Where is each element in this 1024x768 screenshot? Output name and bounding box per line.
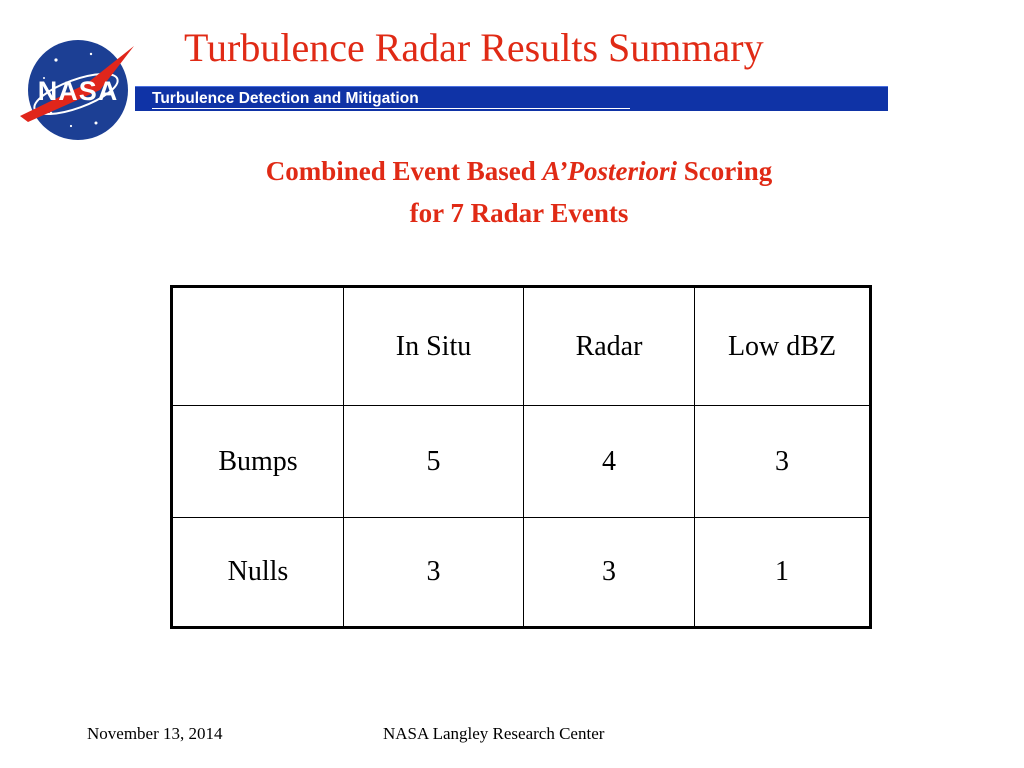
header-banner bbox=[135, 86, 888, 111]
table-row bbox=[172, 518, 871, 628]
table-cell: 3 bbox=[344, 518, 524, 628]
table-cell: 4 bbox=[524, 406, 695, 518]
banner-label: Turbulence Detection and Mitigation bbox=[152, 90, 419, 107]
table-corner-cell bbox=[172, 287, 344, 406]
nasa-logo-icon bbox=[16, 38, 136, 142]
subtitle-prefix: Combined Event Based bbox=[265, 156, 543, 186]
table-cell: 5 bbox=[344, 406, 524, 518]
table-header-row bbox=[172, 287, 871, 406]
row-label-bumps: Bumps bbox=[172, 406, 344, 518]
subtitle-line-1 bbox=[0, 156, 1024, 187]
banner-underline bbox=[152, 108, 630, 109]
nasa-logo-text: NASA bbox=[37, 76, 119, 106]
column-header-low-dbz: Low dBZ bbox=[695, 287, 871, 406]
table-row bbox=[172, 406, 871, 518]
column-header-radar: Radar bbox=[524, 287, 695, 406]
row-label-nulls: Nulls bbox=[172, 518, 344, 628]
footer-date: November 13, 2014 bbox=[87, 724, 223, 743]
table-cell: 3 bbox=[524, 518, 695, 628]
footer-organization: NASA Langley Research Center bbox=[383, 724, 605, 743]
column-header-in-situ: In Situ bbox=[344, 287, 524, 406]
table-cell: 1 bbox=[695, 518, 871, 628]
subtitle-suffix: Scoring bbox=[677, 156, 773, 186]
scoring-table bbox=[170, 285, 872, 629]
subtitle-italic: A’Posteriori bbox=[542, 156, 678, 186]
table-cell: 3 bbox=[695, 406, 871, 518]
page-title: Turbulence Radar Results Summary bbox=[184, 25, 764, 70]
subtitle-line-2: for 7 Radar Events bbox=[409, 198, 629, 228]
